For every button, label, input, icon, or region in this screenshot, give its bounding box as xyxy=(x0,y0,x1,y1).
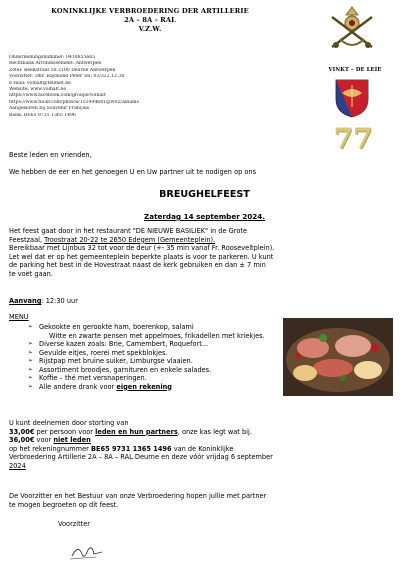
own-expense-label: eigen rekening xyxy=(116,382,173,391)
info-line: https://www.facebook.com/groups/volhalt xyxy=(9,93,106,99)
menu-item: ➢ Gekookte en gerookte ham, boerenkop, salami xyxy=(28,323,194,331)
info-line: E-mail: volhalt@telenet.be xyxy=(9,80,71,86)
closing-paragraph: De Voorzitter en het Bestuur van onze Verbroedering hopen jullie met partner te mogen begroeten op dit feest. xyxy=(9,492,267,509)
menu-list xyxy=(28,323,278,391)
info-line: https://www.flickr.com/photos/151494681@N05/albums xyxy=(9,99,139,105)
payment-year: 2024 xyxy=(9,461,26,470)
parking-line: te voet gaan. xyxy=(9,269,53,278)
arrow-bullet-icon: ➢ xyxy=(28,324,33,330)
anniversary-badge-number: 77 xyxy=(333,122,373,155)
bank-account-number: BE65 9731 1365 1496 xyxy=(90,444,172,453)
parking-line: Let wel dat er op het gemeenteplein beperkte plaats is voor te parkeren. U kunt xyxy=(9,252,274,261)
info-line: Aangesloten bij Souvenir Français xyxy=(9,106,90,112)
signature-role: Voorzitter xyxy=(58,520,91,528)
menu-heading: MENU xyxy=(9,313,29,321)
menu-item: Witte en zwarte pensen met appelmoes, frikadellen met kriekjes. xyxy=(49,331,265,340)
payment-intro: U kunt deelnemen door storting van xyxy=(9,419,129,427)
menu-item: ➢ Gevulde eitjes, roerei met spekblokjes. xyxy=(28,348,168,357)
start-time xyxy=(9,297,401,306)
arrow-bullet-icon: ➢ xyxy=(28,366,33,373)
venue-text: Het feest gaat door in het restaurant xyxy=(9,227,133,235)
venue-address: Troostraat 20-22 te 2650 Edegem (Gemeenteplein). xyxy=(44,235,216,244)
invitation-line: We hebben de eer en het genoegen U en Uw partner uit te nodigen op ons xyxy=(9,168,257,176)
start-time-value: : 12:30 uur xyxy=(41,297,78,305)
arrow-bullet-icon: ➢ xyxy=(28,383,33,390)
venue-text: Feestzaal, xyxy=(9,235,45,244)
menu-item: ➢ Rijstpap met bruine suiker, Limburgse vlaaien. xyxy=(28,357,193,365)
menu-item: ➢ Assortiment broodjes, garnituren en enkele salades. xyxy=(28,365,212,374)
payment-deadline: Verbroedering Artillerie 2A – 8A – RAL Deurne en deze vóór vrijdag 6 september xyxy=(9,453,273,462)
arrow-bullet-icon: ➢ xyxy=(28,349,33,356)
non-member-group: niet leden xyxy=(53,436,91,445)
info-line: Zetel: Beekstraat 50 2100 Deurne Antwerpen xyxy=(9,67,116,73)
arrow-bullet-icon: ➢ xyxy=(28,358,33,364)
artillery-crest-logo xyxy=(326,3,378,55)
info-line: Rechtbank Arrondissement: Antwerpen xyxy=(9,61,102,67)
member-group: leden en hun partners xyxy=(95,427,178,436)
info-line: Bank: BE65 9731 1365 1496 xyxy=(9,112,76,118)
payment-paragraph: U kunt deelnemen door storting van 33,00€ per persoon voor leden en hun partners, onze kas legt wat bij. 36,00€ voor niet leden op het rekeningnummer BE65 9731 1365 1496 van de Koninklijke Verbroedering Artillerie 2A – 8A – RAL Deurne en deze vóór vrijdag 6 september 2024 xyxy=(9,419,401,471)
food-platter-image xyxy=(283,318,393,396)
event-date: Zaterdag 14 september 2024. xyxy=(144,212,265,221)
arrow-bullet-icon: ➢ xyxy=(28,341,33,347)
vinkt-shield-emblem xyxy=(333,77,371,119)
menu-item: ➢ Alle andere drank voor eigen rekening xyxy=(28,382,173,391)
transport-line: Bereikbaar met Lijnbus 32 tot voor de deur (+- 35 min vanaf Fr. Rooseveltplein). xyxy=(9,244,275,253)
member-price: 33,00€ xyxy=(9,427,35,436)
parking-line: de parking het best in de Hovestraat naast de kerk gebruiken en dan ± 7 min xyxy=(9,261,266,270)
arrow-bullet-icon: ➢ xyxy=(28,375,33,381)
organization-info-block xyxy=(9,55,229,119)
restaurant-name: "DE NIEUWE BASILIEK" xyxy=(132,227,209,235)
start-time-label: Aanvang xyxy=(9,297,42,305)
organization-header xyxy=(0,7,300,33)
menu-item: ➢ Koffie – thé met versnaperingen. xyxy=(28,374,147,382)
org-name: KONINKLIJKE VERBROEDERING DER ARTILLERIE xyxy=(51,7,249,15)
greeting: Beste leden en vrienden, xyxy=(9,151,92,159)
info-line: Voorzitter: Dhr. Raymond Peter Tel: 03/322.12.38 xyxy=(9,74,125,80)
menu-item: ➢ Diverse kazen zoals: Brie, Camembert, Roquefort... xyxy=(28,340,209,348)
org-legal-form: V.Z.W. xyxy=(138,24,162,33)
org-units: 2A – 8A - RAL xyxy=(124,15,176,24)
vinkt-label: VINKT – DE LEIE xyxy=(328,67,382,73)
handwritten-signature xyxy=(68,540,108,562)
info-line: Ondernemingsnummer: 0410855665 xyxy=(9,55,96,60)
venue-text: in de Grote xyxy=(208,227,248,235)
non-member-price: 36,00€ xyxy=(9,436,35,445)
event-title: BREUGHELFEEST xyxy=(159,189,250,200)
info-line: Website: www.volhalt.be xyxy=(9,87,67,93)
venue-paragraph xyxy=(9,227,401,279)
